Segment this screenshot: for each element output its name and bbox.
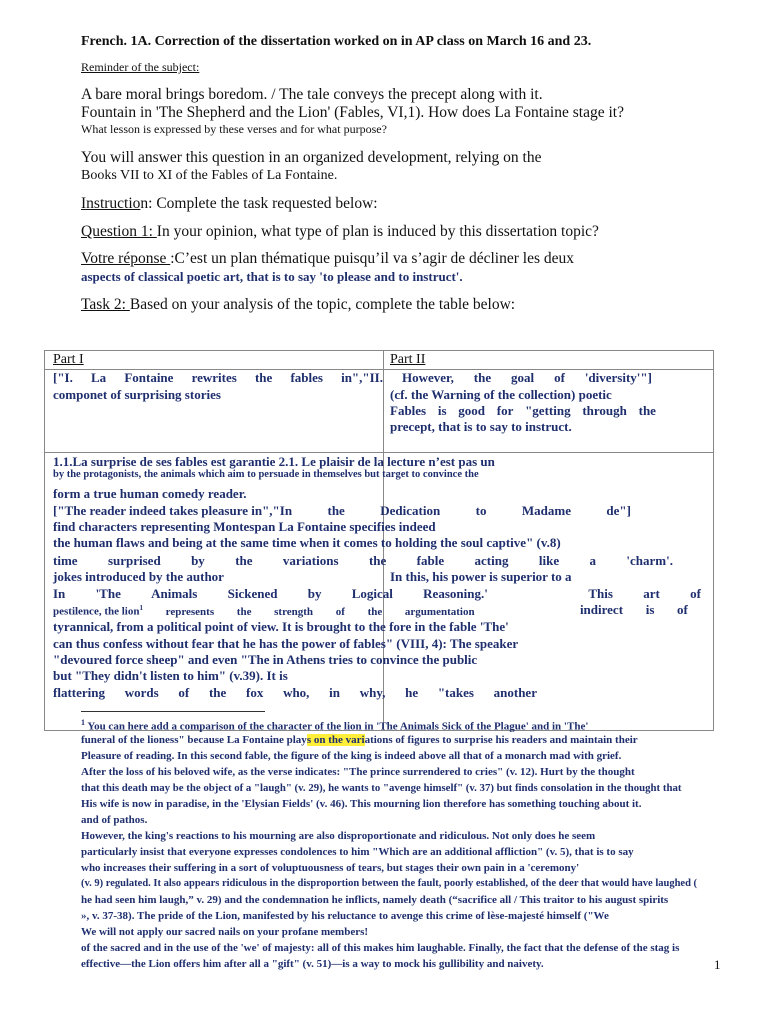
row1-left-line-2: componet of surprising stories — [53, 387, 221, 402]
footnote-line-8: However, the king's reactions to his mourning are also disproportionate and ridiculous. Not only does he seem — [81, 830, 596, 842]
reminder-label: Reminder of the subject: — [81, 60, 200, 74]
answer-label: Votre réponse — [81, 250, 171, 267]
table-divider-row — [44, 452, 714, 453]
task-2 — [81, 296, 515, 314]
footnote-line-6: His wife is now in paradise, in the 'Elysian Fields' (v. 46). This mourning lion therefore has something touching about it. — [81, 798, 642, 810]
instruction-text: n: Complete the task requested below: — [140, 195, 378, 212]
answer — [81, 250, 574, 268]
answer-text: :C’est un plan thématique puisqu’il va s’agir de décliner les deux — [170, 250, 574, 267]
task-2-label: Task 2: — [81, 296, 130, 313]
footnote-line-16: effective—the Lion offers him after all a "gift" (v. 51)—is a way to mock his gullibility and naivety. — [81, 958, 544, 970]
row1-right-line-1: However, the goal of 'diversity'"] — [402, 370, 652, 385]
footnote-line-7: and of pathos. — [81, 814, 148, 826]
footnote-line-4: After the loss of his beloved wife, as the verse indicates: "The prince surrendered to cries" (v. 12). Hurt by the thought — [81, 766, 635, 778]
row1-right-line-3: Fables is good for "getting through the — [390, 403, 656, 418]
body-line-4: ["The reader indeed takes pleasure in","In the Dedication to Madame de"] — [53, 503, 631, 518]
page-number: 1 — [714, 957, 721, 972]
body-line-3: form a true human comedy reader. — [53, 486, 247, 501]
footnote-line-2: funeral of the lioness" because La Fontaine plays on the variations of figures to surprise his readers and maintain their — [81, 734, 638, 746]
footnote-line-13: », v. 37-38). The pride of the Lion, manifested by his reluctance to avenge this crime of lèse-majesté himself ("We — [81, 910, 609, 922]
body-line-8b: In this, his power is superior to a — [390, 569, 572, 584]
document-title: French. 1A. Correction of the dissertation worked on in AP class on March 16 and 23. — [81, 34, 592, 49]
footnote-line-12: he had seen him laugh,” v. 29) and the condemnation he inflicts, namely death (“sacrifice all / This traitor to his august spirits — [81, 894, 669, 906]
table-head-part-2: Part II — [390, 352, 426, 367]
footnote-line-11: (v. 9) regulated. It also appears ridiculous in the disproportion between the fault, poorly established, of the deer that would have laughed ( — [81, 878, 698, 889]
subject-line-2: Fountain in 'The Shepherd and the Lion' (Fables, VI,1). How does La Fontaine stage it? — [81, 104, 624, 121]
body-line-15: flattering words of the fox who, in why, he "takes another — [53, 685, 537, 700]
body-line-6: the human flaws and being at the same time when it comes to holding the soul captive" (v.8) — [53, 535, 561, 550]
row1-right-line-2: (cf. the Warning of the collection) poetic — [390, 387, 612, 402]
footnote-line-9: particularly insist that everyone expresses condolences to him "Which are an additional affliction" (v. 5), that is to say — [81, 846, 634, 858]
body-line-2: by the protagonists, the animals which aim to persuade in themselves but target to convince the — [53, 469, 479, 480]
body-line-8a: jokes introduced by the author — [53, 569, 224, 584]
instruction — [81, 195, 378, 213]
highlighted-text: s on the vari — [306, 734, 365, 746]
footnote-line-15: of the sacred and in the use of the 'we' of majesty: all of this makes him laughable. Finally, the fact that the defense of the stag is — [81, 942, 680, 954]
subject-line-3: What lesson is expressed by these verses and for what purpose? — [81, 122, 387, 136]
table-border-top — [44, 350, 714, 351]
body-line-13: "devoured force sheep" and even "The in Athens tries to convince the public — [53, 652, 478, 667]
footnote-separator — [81, 711, 265, 712]
assignment-line-1: You will answer this question in an organized development, relying on the — [81, 149, 542, 166]
task-2-text: Based on your analysis of the topic, complete the table below: — [129, 296, 516, 313]
instruction-label: Instructio — [81, 195, 141, 212]
row1-right-line-4: precept, that is to say to instruct. — [390, 419, 572, 434]
subject-line-1: A bare moral brings boredom. / The tale conveys the precept along with it. — [81, 86, 543, 103]
body-line-7: time surprised by the variations the fable acting like a 'charm'. — [53, 553, 673, 568]
footnote-line-3: Pleasure of reading. In this second fable, the figure of the king is indeed above all that of a monarch mad with grief. — [81, 750, 622, 762]
question-1 — [81, 223, 599, 241]
question-1-label: Question 1: — [81, 223, 157, 240]
assignment-line-2: Books VII to XI of the Fables of La Fontaine. — [81, 168, 338, 183]
footnote-line-1: $^1$ You can here add a comparison of the character of the lion in 'The Animals Sick of the Plague' and in 'The' — [81, 718, 589, 733]
row1-left-line-1: ["I. La Fontaine rewrites the fables in","II. — [53, 370, 383, 385]
body-line-11: tyrannical, from a political point of view. It is brought to the fore in the fable 'The' — [53, 619, 509, 634]
body-line-12: can thus confess without fear that he has the power of fables" (VIII, 4): The speaker — [53, 636, 519, 651]
body-line-9: In 'The Animals Sickened by Logical Reasoning.' This art of — [53, 586, 701, 601]
table-head-part-1: Part I — [53, 352, 84, 367]
body-line-10: pestilence, the lion$^1$ represents the strength of the argumentation indirect is of — [53, 602, 688, 618]
body-line-1: 1.1.La surprise de ses fables est garantie 2.1. Le plaisir de la lecture n’est pas un — [53, 454, 495, 469]
footnote-line-10: who increases their suffering in a sort of voluptuousness of tears, but stages their own pain in a 'ceremony' — [81, 862, 580, 874]
footnote-line-14: We will not apply our sacred nails on your profane members! — [81, 926, 369, 938]
body-line-5: find characters representing Montespan La Fontaine specifies indeed — [53, 519, 436, 534]
table-border-right — [713, 350, 714, 730]
table-border-left — [44, 350, 45, 730]
question-1-text: In your opinion, what type of plan is induced by this dissertation topic? — [156, 223, 599, 240]
answer-line-2: aspects of classical poetic art, that is to say 'to please and to instruct'. — [81, 269, 463, 284]
footnote-line-5: that this death may be the object of a "laugh" (v. 29), he wants to "avenge himself" (v. 37) but finds consolation in the thought that — [81, 782, 682, 794]
body-line-14: but "They didn't listen to him" (v.39). It is — [53, 668, 288, 683]
